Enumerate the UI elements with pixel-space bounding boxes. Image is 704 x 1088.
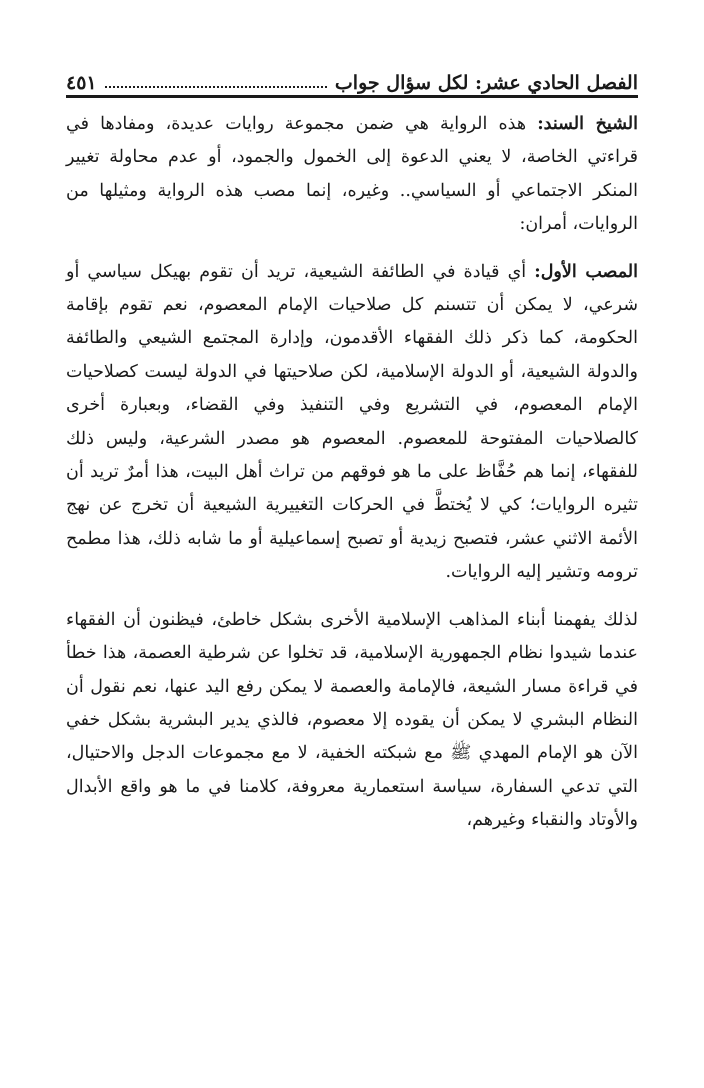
paragraph-2-lead: المصب الأول: (534, 261, 639, 282)
body-text (66, 108, 638, 852)
chapter-title: الفصل الحادي عشر: لكل سؤال جواب (334, 72, 638, 94)
paragraph-2 (66, 256, 638, 590)
paragraph-1-lead: الشيخ السند: (537, 114, 638, 134)
page-number: ٤٥١ (66, 72, 97, 94)
paragraph-1-text: هذه الرواية هي ضمن مجموعة روايات عديدة، ومفادها في قراءتي الخاصة، لا يعني الدعوة إلى الخمول والجمود، أو عدم محاولة تغيير المنكر الاجتماعي أو السياسي.. وغيره، إنما مصب هذه الرواية ومثيلها من الروايات، أمران: (66, 114, 638, 235)
running-header (66, 62, 638, 94)
header-rule (66, 95, 638, 98)
paragraph-3 (66, 604, 638, 838)
paragraph-3-text: لذلك يفهمنا أبناء المذاهب الإسلامية الأخرى بشكل خاطئ، فيظنون أن الفقهاء عندما شيدوا نظام الجمهورية الإسلامية، قد تخلوا عن شرطية العصمة، هذا خطأ في قراءة مسار الشيعة، فالإمامة والعصمة لا يمكن رفع اليد عنها، نعم نقول أن النظام البشري لا يمكن أن يقوده إلا معصوم، فالذي يدير البشرية بشكل خفي الآن هو الإمام المهدي ﷺ مع شبكته الخفية، لا مع مجموعات الدجل والاحتيال، التي تدعي السفارة، سياسة استعمارية معروفة، كلامنا في ما هو واقع الأبدال والأوتاد والنقباء وغيرهم، (66, 609, 638, 831)
paragraph-2-text: أي قيادة في الطائفة الشيعية، تريد أن تقوم بهيكل سياسي أو شرعي، لا يمكن أن تتسنم كل صلاحيات الإمام المعصوم، نعم تقوم بإقامة الحكومة، كما ذكر ذلك الفقهاء الأقدمون، وإدارة المجتمع الشيعي والطائفة والدولة الشيعية، أو الدولة الإسلامية، لكن صلاحيتها في الدولة ليست كصلاحيات الإمام المعصوم، في التشريع وفي التنفيذ وفي القضاء، وبعبارة أخرى كالصلاحيات المفتوحة للمعصوم. المعصوم هو مصدر الشرعية، وليس ذلك للفقهاء، إنما هم حُفَّاظ على ما هو فوقهم من تراث أهل البيت، هذا أمرٌ تريد أن تثيره الروايات؛ كي لا يُختطَّ في الحركات التغييرية الشيعية أن تخرج عن نهج الأئمة الاثني عشر، فتصبح زيدية أو تصبح إسماعيلية أو ما شابه ذلك، هذا مطمح ترومه وتشير إليه الروايات. (66, 261, 638, 583)
header-dot-leader (105, 86, 327, 88)
paragraph-1 (66, 108, 638, 242)
